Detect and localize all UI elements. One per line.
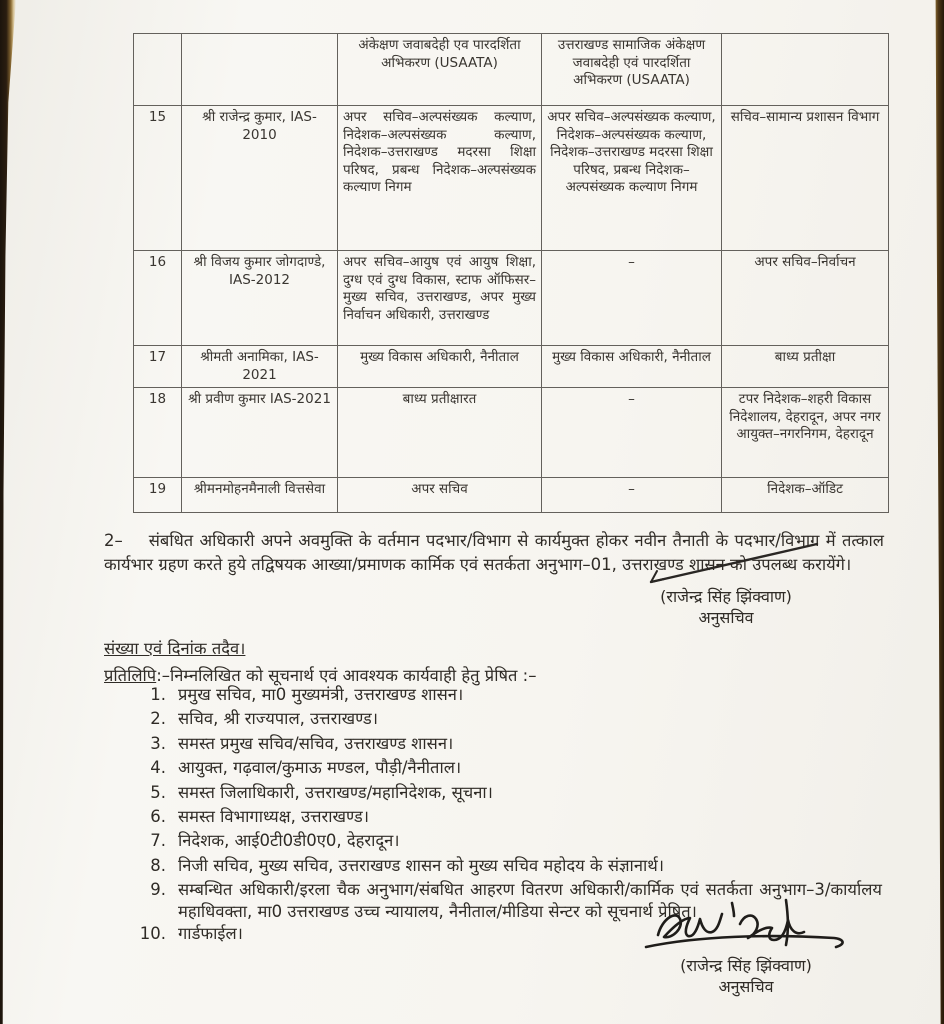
table-row — [134, 478, 889, 513]
scan-left-edge — [0, 0, 16, 1024]
cell-released-charge: – — [542, 251, 722, 346]
handwritten-signature-icon — [636, 893, 856, 955]
cell-previous-charge: मुख्य विकास अधिकारी, नैनीताल — [338, 346, 542, 388]
cell-serial: 19 — [134, 478, 182, 513]
table-row — [134, 346, 889, 388]
signatory-name: (राजेन्द्र सिंह झिंक्वाण) — [680, 956, 812, 975]
copy-list-item — [138, 757, 882, 781]
cell-previous-charge: बाध्य प्रतीक्षारत — [338, 388, 542, 478]
cell-released-charge: मुख्य विकास अधिकारी, नैनीताल — [542, 346, 722, 388]
transfer-table-body — [134, 34, 889, 513]
number-date-line: संख्या एवं दिनांक तदैव। — [104, 639, 246, 658]
copy-item-number: 3. — [150, 733, 166, 753]
copy-list-item — [138, 708, 882, 732]
cell-released-charge: – — [542, 478, 722, 513]
copy-item-number: 9. — [150, 880, 166, 900]
cell-serial: 15 — [134, 106, 182, 251]
copy-heading — [104, 663, 536, 686]
transfer-table — [133, 33, 889, 513]
copy-item-text: सचिव, श्री राज्यपाल, उत्तराखण्ड। — [178, 709, 379, 729]
copy-item-number: 10. — [139, 924, 166, 944]
table-row — [134, 388, 889, 478]
copy-list-item — [138, 684, 882, 708]
copy-item-text: निजी सचिव, मुख्य सचिव, उत्तराखण्ड शासन को मुख्य सचिव महोदय के संज्ञानार्थ। — [178, 855, 665, 875]
copy-heading-lead: प्रतिलिपि — [104, 666, 157, 685]
copy-item-text: समस्त विभागाध्यक्ष, उत्तराखण्ड। — [178, 806, 369, 826]
pen-stroke-icon — [621, 538, 831, 586]
copy-item-text: समस्त जिलाधिकारी, उत्तराखण्ड/महानिदेशक, सूचना। — [178, 782, 493, 802]
signatory-designation: अनुसचिव — [698, 608, 754, 627]
copy-item-text: निदेशक, आई0टी0डी0ए0, देहरादून। — [178, 831, 400, 851]
cell-previous-charge: अपर सचिव–आयुष एवं आयुष शिक्षा, दुग्ध एवं दुग्ध विकास, स्टाफ ऑफिसर–मुख्य सचिव, उत्तराखण्ड, अपर मुख्य निर्वाचन अधिकारी, उत्तराखण्ड — [338, 251, 542, 346]
cell-officer-name: श्री विजय कुमार जोगदाण्डे, IAS-2012 — [182, 251, 338, 346]
copy-list-item — [138, 855, 882, 879]
copy-list-item — [138, 782, 882, 806]
cell-officer-name: श्रीमती अनामिका, IAS-2021 — [182, 346, 338, 388]
copy-item-text: सम्बन्धित अधिकारी/इरला चैक अनुभाग/संबधित आहरण वितरण अधिकारी/कार्मिक एवं सतर्कता अनुभाग–3/कार्यालय महाधिवक्ता, मा0 उत्तराखण्ड उच्च न्यायालय, नैनीताल/मीडिया सेन्टर को सूचनार्थ प्रेषित। — [178, 880, 882, 922]
cell-new-posting: अपर सचिव–निर्वाचन — [722, 251, 889, 346]
table-row-continuation — [134, 34, 889, 106]
cell-previous-charge: अपर सचिव–अल्पसंख्यक कल्याण, निदेशक–अल्पसंख्यक कल्याण, निदेशक–उत्तराखण्ड मदरसा शिक्षा परिषद, प्रबन्ध निदेशक–अल्पसंख्यक कल्याण निगम — [338, 106, 542, 251]
signatory-name: (राजेन्द्र सिंह झिंक्वाण) — [660, 587, 792, 606]
copy-list-item — [138, 830, 882, 854]
cell-serial: 18 — [134, 388, 182, 478]
cell-released-charge: अपर सचिव–अल्पसंख्यक कल्याण, निदेशक–अल्पसंख्यक कल्याण, निदेशक–उत्तराखण्ड मदरसा शिक्षा परिषद, प्रबन्ध निदेशक–अल्पसंख्यक कल्याण निगम — [542, 106, 722, 251]
cell-officer-name: श्री प्रवीण कुमार IAS-2021 — [182, 388, 338, 478]
table-row — [134, 106, 889, 251]
copy-item-text: समस्त प्रमुख सचिव/सचिव, उत्तराखण्ड शासन। — [178, 733, 454, 753]
copy-item-number: 4. — [150, 758, 166, 778]
cell-new-posting — [722, 34, 889, 106]
scan-right-edge — [932, 0, 944, 1024]
copy-item-text: गार्डफाईल। — [178, 924, 243, 944]
copy-list-item — [138, 733, 882, 757]
cell-officer-name — [182, 34, 338, 106]
cell-officer-name: श्रीमनमोहनमैनाली वित्तसेवा — [182, 478, 338, 513]
cell-released-charge: – — [542, 388, 722, 478]
cell-serial: 16 — [134, 251, 182, 346]
copy-item-number: 1. — [150, 685, 166, 704]
copy-item-number: 2. — [150, 709, 166, 729]
copy-item-number: 8. — [150, 855, 166, 875]
paragraph-2-number: 2– — [104, 530, 123, 550]
cell-new-posting: टपर निदेशक–शहरी विकास निदेशालय, देहरादून, अपर नगर आयुक्त–नगरनिगम, देहरादून — [722, 388, 889, 478]
paragraph-2-text: संबधित अधिकारी अपने अवमुक्ति के वर्तमान पदभार/विभाग से कार्यमुक्त होकर नवीन तैनाती के पदभार/विभाग में तत्काल कार्यभार ग्रहण करते हुये तद्विषयक आख्या/प्रमाणक कार्मिक एवं सतर्कता अनुभाग–01, उत्तराखण्ड शासन को उपलब्ध करायेंगे। — [104, 530, 884, 574]
cell-serial: 17 — [134, 346, 182, 388]
signature-block-top — [606, 538, 846, 628]
copy-heading-rest: :–निम्नलिखित को सूचनार्थ एवं आवश्यक कार्यवाही हेतु प्रेषित :– — [156, 666, 537, 685]
copy-item-text: प्रमुख सचिव, मा0 मुख्यमंत्री, उत्तराखण्ड शासन। — [178, 685, 464, 704]
cell-new-posting: सचिव–सामान्य प्रशासन विभाग — [722, 106, 889, 251]
cell-previous-charge: अंकेक्षण जवाबदेही एव पारदर्शिता अभिकरण (USAATA) — [338, 34, 542, 106]
cell-previous-charge: अपर सचिव — [338, 478, 542, 513]
cell-released-charge: उत्तराखण्ड सामाजिक अंकेक्षण जवाबदेही एवं पारदर्शिता अभिकरण (USAATA) — [542, 34, 722, 106]
cell-new-posting: बाध्य प्रतीक्षा — [722, 346, 889, 388]
signatory-designation: अनुसचिव — [718, 977, 774, 996]
copy-item-number: 5. — [150, 782, 166, 802]
copy-item-text: आयुक्त, गढ़वाल/कुमाऊ मण्डल, पौड़ी/नैनीताल। — [178, 758, 462, 778]
copy-list-item — [138, 806, 882, 830]
cell-officer-name: श्री राजेन्द्र कुमार, IAS-2010 — [182, 106, 338, 251]
copy-item-number: 7. — [150, 831, 166, 851]
copy-item-number: 6. — [150, 806, 166, 826]
cell-new-posting: निदेशक–ऑडिट — [722, 478, 889, 513]
signature-block-bottom — [622, 893, 870, 997]
table-row — [134, 251, 889, 346]
cell-serial — [134, 34, 182, 106]
